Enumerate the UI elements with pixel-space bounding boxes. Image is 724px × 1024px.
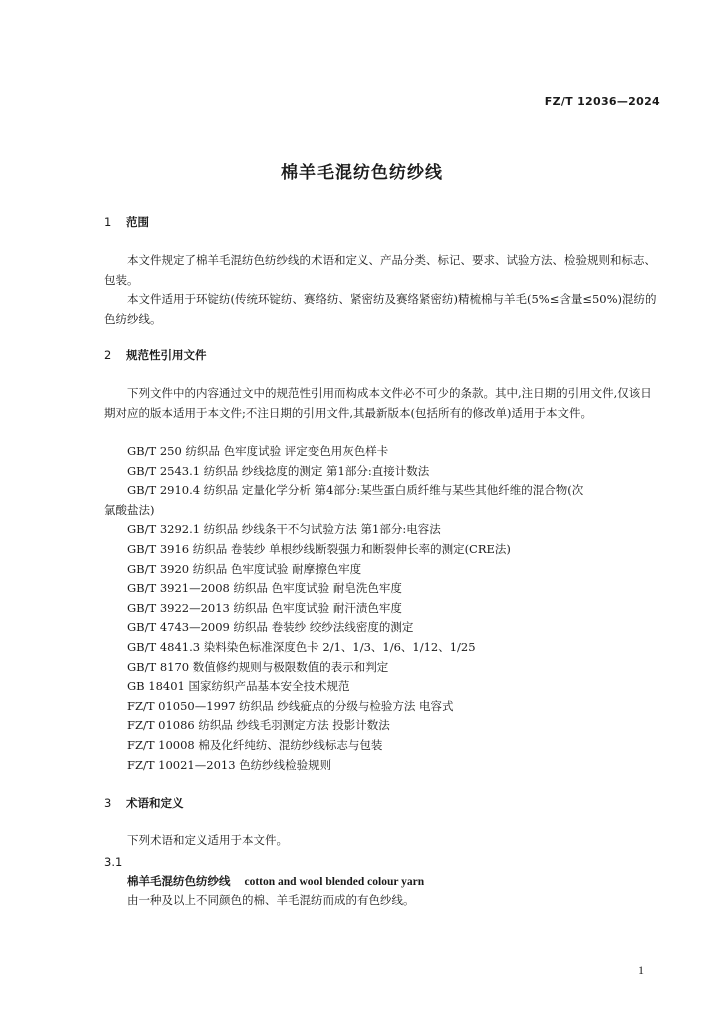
section-number: 2: [104, 348, 112, 362]
reference-item: FZ/T 10008 棉及化纤纯纺、混纺纱线标志与包装: [127, 737, 383, 752]
reference-text-continuation: 氯酸盐法): [104, 502, 155, 517]
reference-item: GB/T 250 纺织品 色牢度试验 评定变色用灰色样卡: [127, 444, 389, 458]
term-definition: 由一种及以上不同颜色的棉、羊毛混纺而成的有色纱线。: [127, 893, 415, 907]
term-chinese: 棉羊毛混纺色纺纱线: [127, 874, 231, 888]
terms-intro-paragraph: 下列术语和定义适用于本文件。: [127, 833, 288, 847]
reference-item: GB/T 3922—2013 纺织品 色牢度试验 耐汗渍色牢度: [127, 600, 402, 615]
section-heading-terms-definitions: [104, 795, 184, 811]
reference-item: GB/T 8170 数值修约规则与极限数值的表示和判定: [127, 659, 389, 674]
scope-paragraph-1: 本文件规定了棉羊毛混纺色纺纱线的术语和定义、产品分类、标记、要求、试验方法、检验规则和标志、包装。: [104, 253, 656, 287]
page-number: 1: [638, 963, 644, 977]
section-heading-scope: [104, 214, 149, 230]
reference-item: [104, 481, 662, 520]
reference-item: GB/T 3916 纺织品 卷装纱 单根纱线断裂强力和断裂伸长率的测定(CRE法): [127, 541, 511, 556]
reference-list: [104, 442, 662, 775]
term-english: cotton and wool blended colour yarn: [244, 876, 425, 888]
reference-item: GB 18401 国家纺织产品基本安全技术规范: [127, 679, 350, 694]
section-number: 1: [104, 215, 112, 229]
section-title: 规范性引用文件: [126, 348, 207, 362]
reference-item: GB/T 3920 纺织品 色牢度试验 耐摩擦色牢度: [127, 561, 362, 576]
section-heading-normative-references: [104, 347, 207, 363]
standard-code: FZ/T 12036—2024: [544, 95, 660, 108]
section-number: 3: [104, 796, 112, 810]
reference-item: GB/T 3292.1 纺织品 纱线条干不匀试验方法 第1部分:电容法: [127, 522, 441, 537]
normative-intro-paragraph: 下列文件中的内容通过文中的规范性引用而构成本文件必不可少的条款。其中,注日期的引用文件,仅该日期对应的版本适用于本文件;不注日期的引用文件,其最新版本(包括所有的修改单)适用于本文件。: [104, 386, 652, 420]
section-title: 范围: [126, 215, 149, 229]
reference-item: GB/T 3921—2008 纺织品 色牢度试验 耐皂洗色牢度: [127, 581, 402, 596]
reference-item: FZ/T 01086 纺织品 纱线毛羽测定方法 投影计数法: [127, 718, 390, 733]
term-number: 3.1: [104, 855, 123, 869]
term-entry: [127, 873, 424, 889]
reference-item: FZ/T 01050—1997 纺织品 纱线疵点的分级与检验方法 电容式: [127, 698, 454, 713]
section-title: 术语和定义: [126, 796, 184, 810]
reference-item: GB/T 4841.3 染料染色标准深度色卡 2/1、1/3、1/6、1/12、1/25: [127, 639, 476, 654]
reference-item: FZ/T 10021—2013 色纺纱线检验规则: [127, 757, 332, 772]
scope-paragraph-2: 本文件适用于环锭纺(传统环锭纺、赛络纺、紧密纺及赛络紧密纺)精梳棉与羊毛(5%≤含量≤50%)混纺的色纺纱线。: [104, 292, 657, 326]
document-title: 棉羊毛混纺色纺纱线: [281, 163, 443, 183]
reference-item: GB/T 4743—2009 纺织品 卷装纱 绞纱法线密度的测定: [127, 620, 414, 635]
reference-text: GB/T 2910.4 纺织品 定量化学分析 第4部分:某些蛋白质纤维与某些其他纤维的混合物(次: [127, 483, 584, 498]
reference-item: GB/T 2543.1 纺织品 纱线捻度的测定 第1部分:直接计数法: [127, 463, 430, 478]
